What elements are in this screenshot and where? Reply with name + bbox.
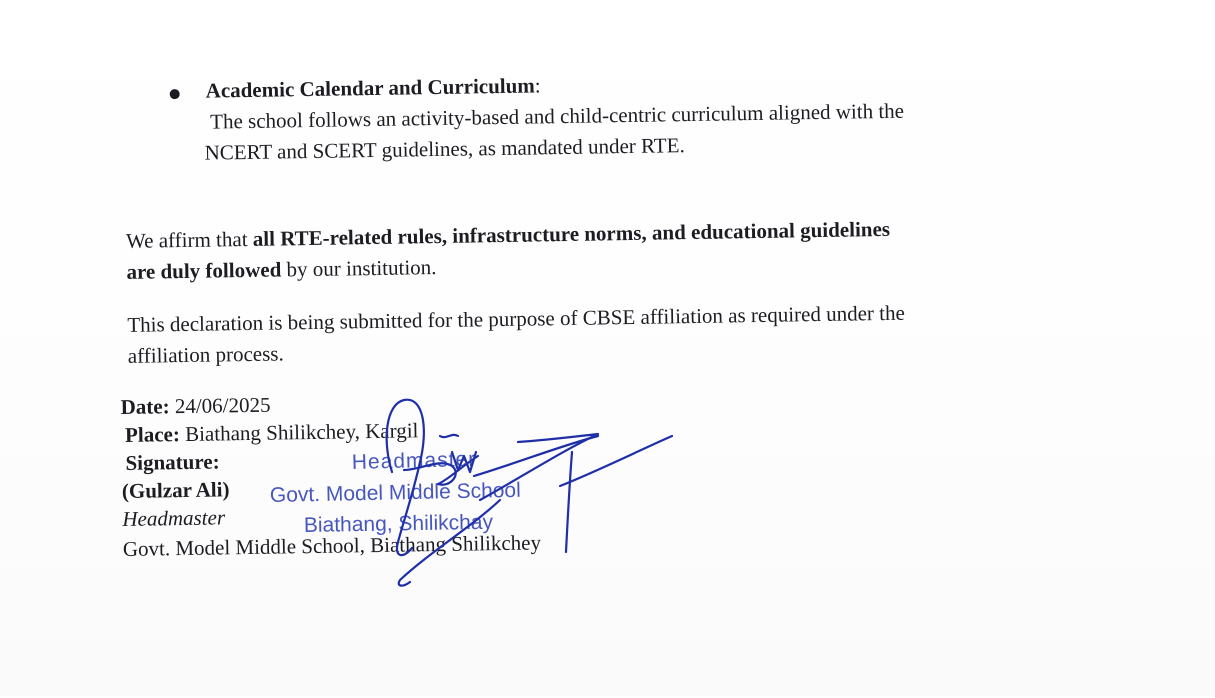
affirmation-prefix: We affirm that [125,226,253,253]
signatory-designation: Headmaster [122,505,226,531]
bullet-icon [170,89,180,99]
affirmation-bold-1: all RTE-related rules, infrastructure norms, and educational guidelines [252,216,891,251]
curriculum-body-line-1: The school follows an activity-based and child-centric curriculum aligned with the [209,98,905,134]
declaration-line-2: affiliation process. [127,341,284,368]
stamp-line-1: Headmaster [351,447,477,474]
school-name: Govt. Model Middle School, Biathang Shilikchey [122,530,542,561]
signatory-details [120,386,541,563]
signature-label: Signature: [125,449,220,475]
date-label: Date: [120,394,170,420]
curriculum-heading [205,73,540,103]
date-value: 24/06/2025 [169,392,271,419]
signatory-name: (Gulzar Ali) [121,477,230,503]
stamp-line-2: Govt. Model Middle School [269,478,522,507]
declaration-line-1: This declaration is being submitted for the purpose of CBSE affiliation as required under the [127,300,906,337]
affirmation-suffix: by our institution. [281,255,437,282]
curriculum-body-line-2: NCERT and SCERT guidelines, as mandated under RTE. [204,133,685,165]
curriculum-heading-colon: : [534,73,541,98]
curriculum-heading-text: Academic Calendar and Curriculum [205,73,536,103]
declaration-paragraph [127,295,1088,372]
stamp-line-3: Biathang, Shilikchay [303,510,494,537]
curriculum-section [169,65,1049,165]
affirmation-paragraph [126,211,1087,288]
place-label: Place: [124,422,181,447]
place-value: Biathang Shilikchey, Kargil [179,418,419,447]
curriculum-body [204,93,1045,168]
affirmation-bold-2: are duly followed [126,257,282,284]
